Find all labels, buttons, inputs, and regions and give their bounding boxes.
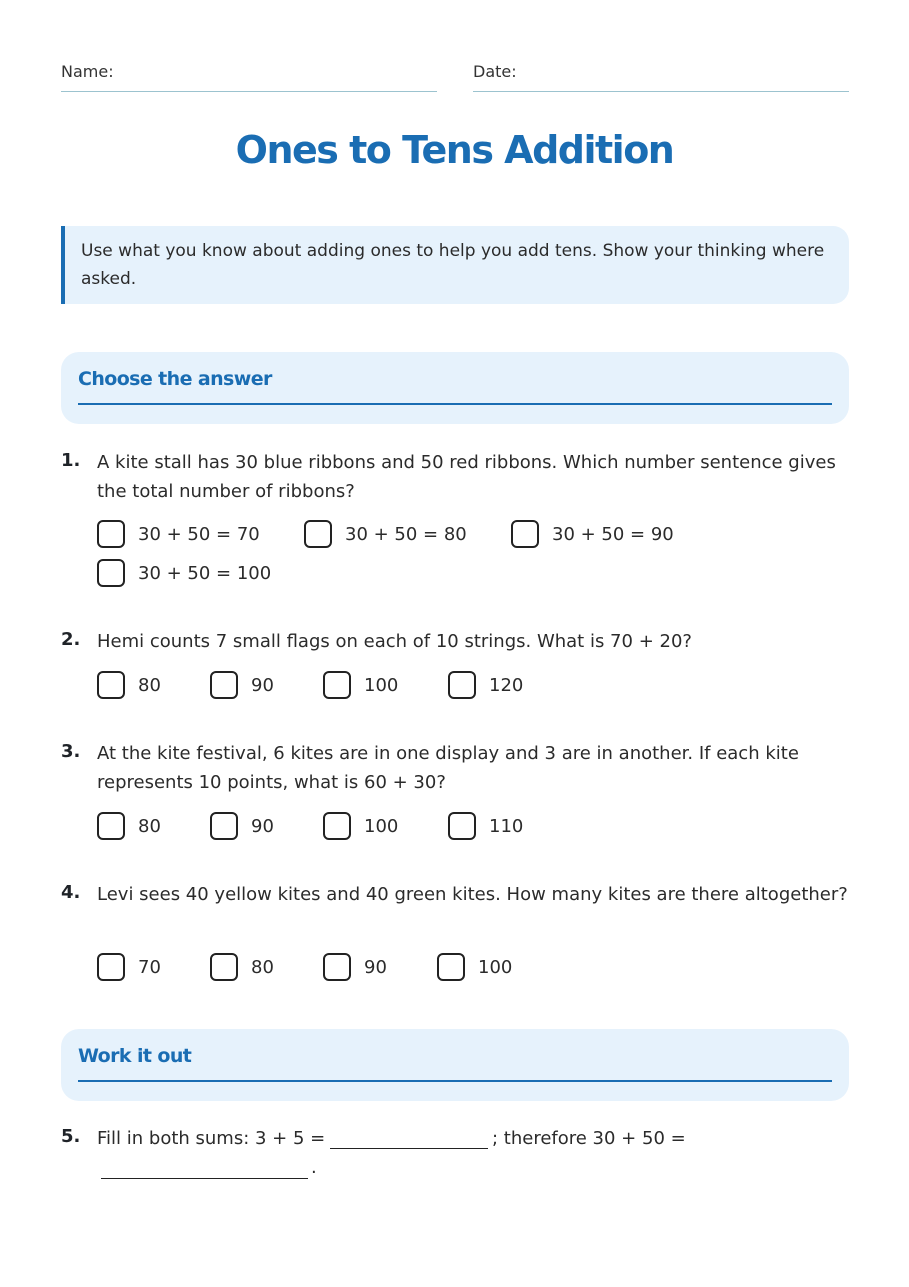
- section-divider: [78, 403, 832, 405]
- section-header-work: [61, 1029, 849, 1101]
- page-title: Ones to Tens Addition: [235, 128, 674, 172]
- answer-option[interactable]: [304, 520, 467, 548]
- answer-option[interactable]: [97, 520, 260, 548]
- checkbox[interactable]: [97, 671, 125, 699]
- section-title: Work it out: [78, 1045, 192, 1067]
- checkbox[interactable]: [210, 671, 238, 699]
- answer-option[interactable]: [97, 671, 161, 699]
- question-text: Hemi counts 7 small flags on each of 10 strings. What is 70 + 20?: [97, 631, 692, 652]
- option-label: 30 + 50 = 80: [345, 523, 467, 545]
- option-label: 110: [489, 815, 524, 837]
- checkbox[interactable]: [97, 559, 125, 587]
- answer-option[interactable]: [323, 812, 398, 840]
- sentence-end: .: [311, 1157, 317, 1178]
- answer-option[interactable]: [448, 812, 523, 840]
- option-label: 30 + 50 = 90: [552, 523, 674, 545]
- section-header-choose: [61, 352, 849, 424]
- question-text: Levi sees 40 yellow kites and 40 green kites. How many kites are there altogether?: [97, 884, 848, 905]
- answer-option[interactable]: [210, 812, 274, 840]
- checkbox[interactable]: [323, 812, 351, 840]
- answer-option[interactable]: [323, 953, 387, 981]
- checkbox[interactable]: [448, 812, 476, 840]
- checkbox[interactable]: [97, 520, 125, 548]
- question-number: 4.: [61, 882, 81, 903]
- question-number: 2.: [61, 629, 81, 650]
- option-label: 120: [489, 674, 524, 696]
- checkbox[interactable]: [437, 953, 465, 981]
- option-label: 80: [138, 674, 161, 696]
- checkbox[interactable]: [304, 520, 332, 548]
- option-label: 70: [138, 956, 161, 978]
- section-title: Choose the answer: [78, 368, 272, 390]
- checkbox[interactable]: [323, 953, 351, 981]
- option-label: 100: [478, 956, 513, 978]
- checkbox[interactable]: [511, 520, 539, 548]
- question-number: 3.: [61, 741, 81, 762]
- answer-option[interactable]: [511, 520, 674, 548]
- question-text: A kite stall has 30 blue ribbons and 50 red ribbons. Which number sentence gives the total number of ribbons?: [97, 452, 836, 502]
- answer-option[interactable]: [97, 559, 271, 587]
- option-label: 80: [251, 956, 274, 978]
- option-label: 80: [138, 815, 161, 837]
- instructions-box: [61, 226, 849, 304]
- checkbox[interactable]: [323, 671, 351, 699]
- checkbox[interactable]: [97, 812, 125, 840]
- option-label: 90: [364, 956, 387, 978]
- answer-option[interactable]: [210, 953, 274, 981]
- answer-option[interactable]: [448, 671, 523, 699]
- name-field[interactable]: [61, 91, 437, 92]
- section-divider: [78, 1080, 832, 1082]
- question-number: 5.: [61, 1126, 81, 1147]
- checkbox[interactable]: [210, 812, 238, 840]
- answer-option[interactable]: [437, 953, 512, 981]
- answer-blank[interactable]: [330, 1148, 488, 1149]
- date-field[interactable]: [473, 91, 849, 92]
- answer-option[interactable]: [323, 671, 398, 699]
- answer-option[interactable]: [210, 671, 274, 699]
- date-label: Date:: [473, 62, 517, 81]
- answer-option[interactable]: [97, 953, 161, 981]
- answer-option[interactable]: [97, 812, 161, 840]
- option-label: 90: [251, 674, 274, 696]
- name-label: Name:: [61, 62, 114, 81]
- checkbox[interactable]: [210, 953, 238, 981]
- question-number: 1.: [61, 450, 81, 471]
- question-text: ; therefore 30 + 50 =: [492, 1128, 686, 1149]
- option-label: 100: [364, 815, 399, 837]
- option-label: 100: [364, 674, 399, 696]
- checkbox[interactable]: [97, 953, 125, 981]
- question-text: Fill in both sums: 3 + 5 =: [97, 1128, 326, 1149]
- checkbox[interactable]: [448, 671, 476, 699]
- option-label: 30 + 50 = 70: [138, 523, 260, 545]
- answer-blank[interactable]: [101, 1178, 308, 1179]
- option-label: 90: [251, 815, 274, 837]
- instructions-text: Use what you know about adding ones to help you add tens. Show your thinking where asked.: [81, 241, 825, 289]
- option-label: 30 + 50 = 100: [138, 562, 272, 584]
- question-text: At the kite festival, 6 kites are in one display and 3 are in another. If each kite represents 10 points, what is 60 + 30?: [97, 743, 799, 793]
